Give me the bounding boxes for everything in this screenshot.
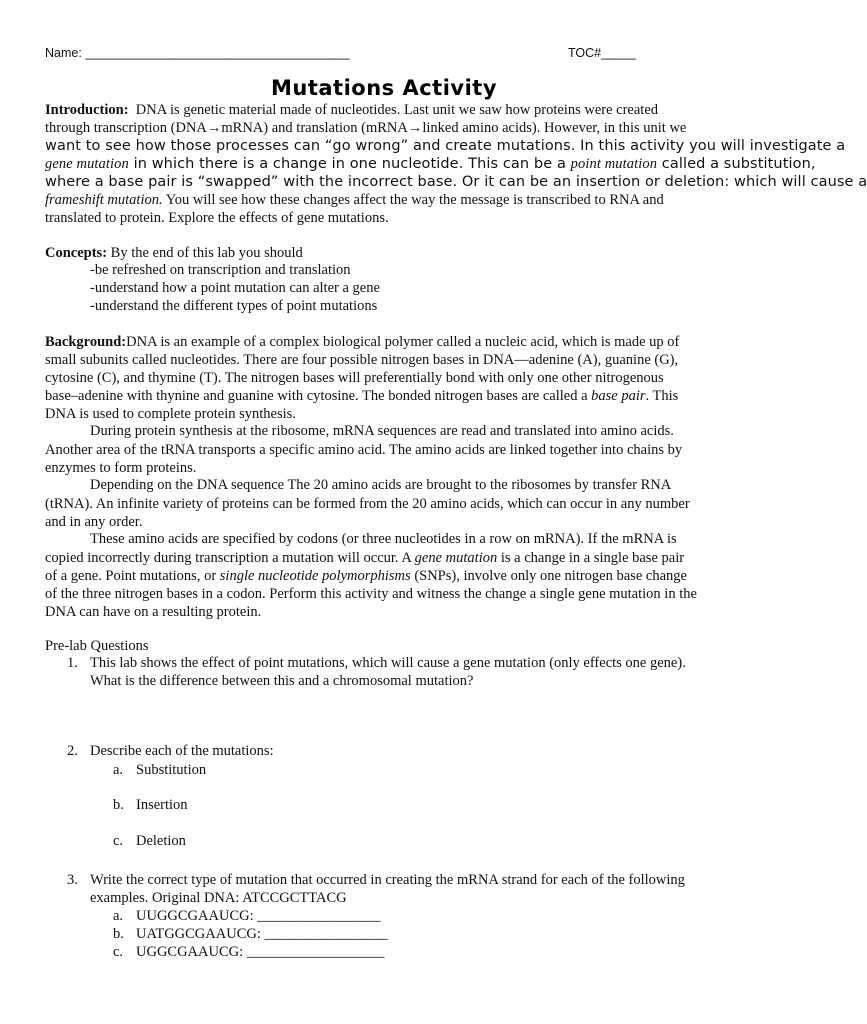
arrow-icon: → bbox=[407, 120, 423, 136]
intro-line-4: gene mutation in which there is a change in one nucleotide. This can be a point mutation called a substitution, bbox=[45, 156, 816, 172]
answer-blank-a[interactable]: UUGGCGAAUCG: _________________ bbox=[136, 908, 381, 924]
intro-line-6: frameshift mutation. You will see how these changes affect the way the message is transcribed to RNA and bbox=[45, 192, 664, 208]
background-line-4: base–adenine with thynine and guanine with cytosine. The bonded nitrogen bases are called a base pair. This bbox=[45, 388, 679, 404]
intro-line-3: want to see how those processes can “go wrong” and create mutations. In this activity you will investigate a bbox=[45, 138, 846, 154]
background-para3-line-2: (tRNA). An infinite variety of proteins can be formed from the 20 amino acids, which can occur in any number bbox=[45, 496, 690, 512]
question-number: 3. bbox=[67, 872, 78, 888]
background-para2-line-3: enzymes to form proteins. bbox=[45, 460, 197, 476]
item-letter: a. bbox=[113, 762, 124, 778]
intro-heading: Introduction: bbox=[45, 102, 129, 118]
mutation-insertion: Insertion bbox=[136, 797, 188, 813]
mutation-deletion: Deletion bbox=[136, 833, 186, 849]
background-para4-line-3: of a gene. Point mutations, or single nucleotide polymorphisms (SNPs), involve only one nitrogen base change bbox=[45, 568, 687, 584]
background-para2-line-1: During protein synthesis at the ribosome, mRNA sequences are read and translated into amino acids. bbox=[90, 423, 674, 439]
background-para4-line-2: copied incorrectly during transcription a mutation will occur. A gene mutation is a change in a single base pair bbox=[45, 550, 685, 566]
question-number: 2. bbox=[67, 743, 78, 759]
prelab-heading: Pre-lab Questions bbox=[45, 638, 149, 654]
background-para3-line-3: and in any order. bbox=[45, 514, 143, 530]
answer-blank-c[interactable]: UGGCGAAUCG: ___________________ bbox=[136, 944, 385, 960]
concept-item: -be refreshed on transcription and translation bbox=[90, 262, 351, 278]
background-heading: Background: bbox=[45, 334, 127, 350]
intro-line-5: where a base pair is “swapped” with the incorrect base. Or it can be an insertion or deletion: which will cause a bbox=[45, 174, 867, 190]
concept-item: -understand the different types of point mutations bbox=[90, 298, 378, 314]
intro-line-7: translated to protein. Explore the effects of gene mutations. bbox=[45, 210, 389, 226]
page-title: Mutations Activity bbox=[270, 76, 498, 100]
item-letter: c. bbox=[113, 944, 124, 960]
background-para2-line-2: Another area of the tRNA transports a specific amino acid. The amino acids are linked together into chains by bbox=[45, 442, 683, 458]
item-letter: a. bbox=[113, 908, 124, 924]
question-2-text: Describe each of the mutations: bbox=[90, 743, 274, 759]
background-para4-line-1: These amino acids are specified by codons (or three nucleotides in a row on mRNA). If the mRNA is bbox=[90, 531, 677, 547]
intro-line-2: through transcription (DNA→mRNA) and translation (mRNA→linked amino acids). However, in this unit we bbox=[45, 120, 687, 136]
question-3-line-1: Write the correct type of mutation that occurred in creating the mRNA strand for each of the following bbox=[90, 872, 685, 888]
background-para4-line-4: of the three nitrogen bases in a codon. Perform this activity and witness the change a single gene mutation in the bbox=[45, 586, 697, 602]
item-letter: c. bbox=[113, 833, 124, 849]
background-para4-line-5: DNA can have on a resulting protein. bbox=[45, 604, 262, 620]
background-para3-line-1: Depending on the DNA sequence The 20 amino acids are brought to the ribosomes by transfer RNA bbox=[90, 477, 672, 493]
question-1-line-1: This lab shows the effect of point mutations, which will cause a gene mutation (only effects one gene). bbox=[90, 655, 686, 671]
arrow-icon: → bbox=[206, 120, 222, 136]
mutation-substitution: Substitution bbox=[136, 762, 207, 778]
background-line-5: DNA is used to complete protein synthesis. bbox=[45, 406, 296, 422]
toc-field-label: TOC#_____ bbox=[568, 46, 636, 60]
concepts-heading: Concepts: bbox=[45, 245, 108, 261]
background-line-3: cytosine (C), and thymine (T). The nitrogen bases will preferentially bond with only one other nitrogenous bbox=[45, 370, 664, 386]
item-letter: b. bbox=[113, 926, 124, 942]
concepts-line: Concepts: By the end of this lab you should bbox=[45, 245, 303, 261]
background-line-1: Background:DNA is an example of a complex biological polymer called a nucleic acid, which is made up of bbox=[45, 334, 680, 350]
background-line-2: small subunits called nucleotides. There are four possible nitrogen bases in DNA—adenine (A), guanine (G), bbox=[45, 352, 679, 368]
item-letter: b. bbox=[113, 797, 124, 813]
question-3-line-2: examples. Original DNA: ATCCGCTTACG bbox=[90, 890, 347, 906]
question-number: 1. bbox=[67, 655, 78, 671]
concept-item: -understand how a point mutation can alter a gene bbox=[90, 280, 380, 296]
intro-line-1: Introduction: DNA is genetic material made of nucleotides. Last unit we saw how proteins were created bbox=[45, 102, 659, 118]
answer-blank-b[interactable]: UATGGCGAAUCG: _________________ bbox=[136, 926, 388, 942]
name-field-label: Name: ______________________________________ bbox=[45, 46, 350, 60]
question-1-line-2: What is the difference between this and a chromosomal mutation? bbox=[90, 673, 474, 689]
